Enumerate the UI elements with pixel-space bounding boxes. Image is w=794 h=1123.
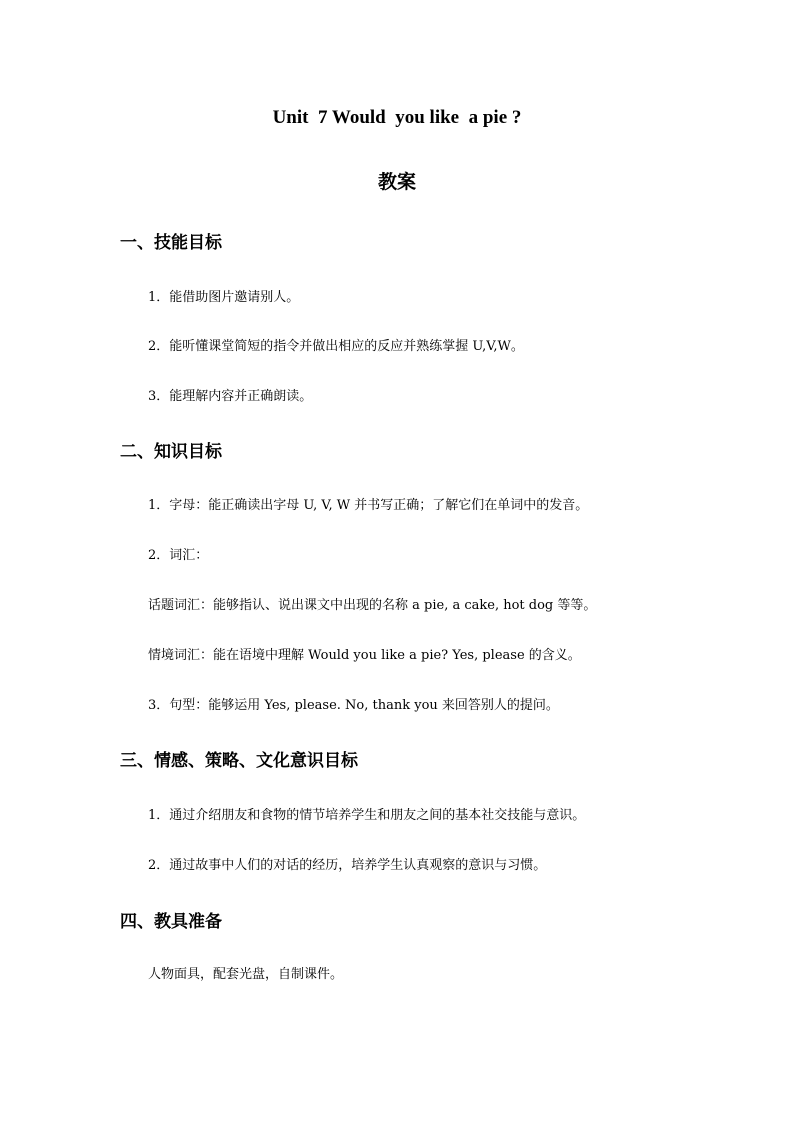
section-heading-skills: 一、技能目标 [120,233,222,253]
document-title: Unit 7 Would you like a pie ? [272,107,522,128]
list-item: 3．句型：能够运用 Yes, please. No, thank you 来回答别人的提问。 [148,698,559,713]
section-heading-materials: 四、教具准备 [120,912,222,932]
list-item: 2．词汇： [148,548,209,563]
list-item: 情境词汇：能在语境中理解 Would you like a pie? Yes, please 的含义。 [148,648,581,663]
list-item: 3．能理解内容并正确朗读。 [148,389,313,404]
document-subtitle: 教案 [377,171,416,193]
list-item: 2．通过故事中人们的对话的经历，培养学生认真观察的意识与习惯。 [148,858,547,873]
list-item: 1．字母：能正确读出字母 U, V, W 并书写正确；了解它们在单词中的发音。 [148,498,589,513]
section-heading-attitude: 三、情感、策略、文化意识目标 [120,751,358,771]
list-item: 2．能听懂课堂简短的指令并做出相应的反应并熟练掌握 U,V,W。 [148,339,524,354]
list-item: 人物面具，配套光盘，自制课件。 [148,967,344,982]
list-item: 1．通过介绍朋友和食物的情节培养学生和朋友之间的基本社交技能与意识。 [148,808,586,823]
list-item: 话题词汇：能够指认、说出课文中出现的名称 a pie, a cake, hot dog 等等。 [148,598,597,613]
list-item: 1．能借助图片邀请别人。 [148,290,300,305]
section-heading-knowledge: 二、知识目标 [120,442,222,462]
